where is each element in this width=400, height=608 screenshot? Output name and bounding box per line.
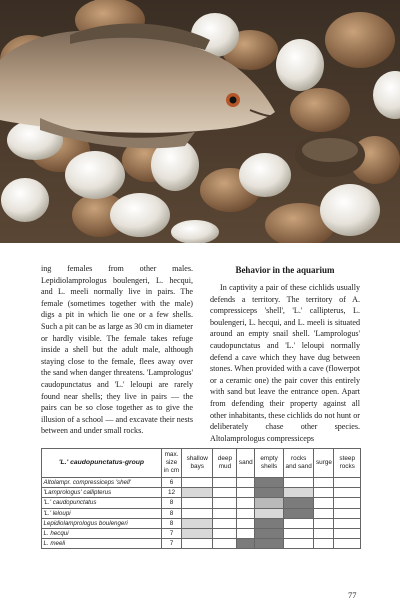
table-row xyxy=(42,518,361,528)
table-row xyxy=(42,508,361,518)
column-header: rocks and sand xyxy=(283,449,314,478)
table-title: 'L.' caudopunctatus-group xyxy=(42,449,162,478)
table-row xyxy=(42,488,361,498)
left-paragraph: ing females from other males. Lepidiolamprologus boulengeri, L. hecqui, and L. meeli normally live in pairs. The female (sometimes together with the male) digs a pit in which lie one or a few shells. Such a pit can be as large as 30 cm in diameter or hardly visible. The female takes refuge inside a shell but the adult male, although staying close to the female, flees away over the sand when danger threatens. 'Lamprologus' caudopunctatus and 'L.' leloupi are rarely found near shells; they live in pairs — the pairs can be so close together as to give the illusion of a school — and excavate their nests between and under small rocks. xyxy=(41,264,193,436)
table-header-row xyxy=(42,449,361,478)
max-size: 6 xyxy=(162,478,182,488)
fish-photo xyxy=(0,0,400,243)
column-header: empty shells xyxy=(255,449,284,478)
max-size: 8 xyxy=(162,498,182,508)
table-row xyxy=(42,498,361,508)
max-size: 8 xyxy=(162,508,182,518)
species-name: L. meeli xyxy=(42,539,162,549)
column-header: shallow bays xyxy=(182,449,213,478)
column-header: steep rocks xyxy=(334,449,361,478)
species-name: 'Lamprologus' callipterus xyxy=(42,488,162,498)
species-name: Altolampr. compressiceps 'shell' xyxy=(42,478,162,488)
right-text-column xyxy=(210,264,360,444)
substrate-table xyxy=(41,448,361,549)
column-header: max. size in cm xyxy=(162,449,182,478)
left-text-column xyxy=(41,263,193,437)
max-size: 12 xyxy=(162,488,182,498)
max-size: 7 xyxy=(162,528,182,538)
species-name: 'L.' caudopunctatus xyxy=(42,498,162,508)
species-name: L. hecqui xyxy=(42,528,162,538)
column-header: surge xyxy=(314,449,334,478)
section-heading: Behavior in the aquarium xyxy=(235,265,335,275)
table-row xyxy=(42,478,361,488)
table-row xyxy=(42,539,361,549)
species-name: Lepidiolamprologus boulengeri xyxy=(42,518,162,528)
column-header: sand xyxy=(237,449,255,478)
right-paragraph: In captivity a pair of these cichlids usually defends a territory. The territory of A. compressiceps 'shell', 'L.' callipterus, L. boulengeri, L. hecqui, and L. meeli is situated around an empty snail shell. 'Lamprologus' caudopunctatus and 'L.' leloupi normally defend a cave which they have dug between stones. When provided with a cave (flowerpot or a ceramic one) the pair cover this entirely with sand but leave the entrance open. Apart from defending their property against all other inhabitants, these cichlids do not hunt or deliberately chase other species. Altolamprologus compressiceps xyxy=(210,283,360,443)
max-size: 7 xyxy=(162,539,182,549)
column-header: deep mud xyxy=(213,449,237,478)
max-size: 8 xyxy=(162,518,182,528)
table-row xyxy=(42,528,361,538)
species-name: 'L.' leloupi xyxy=(42,508,162,518)
page-number: 77 xyxy=(348,590,357,600)
